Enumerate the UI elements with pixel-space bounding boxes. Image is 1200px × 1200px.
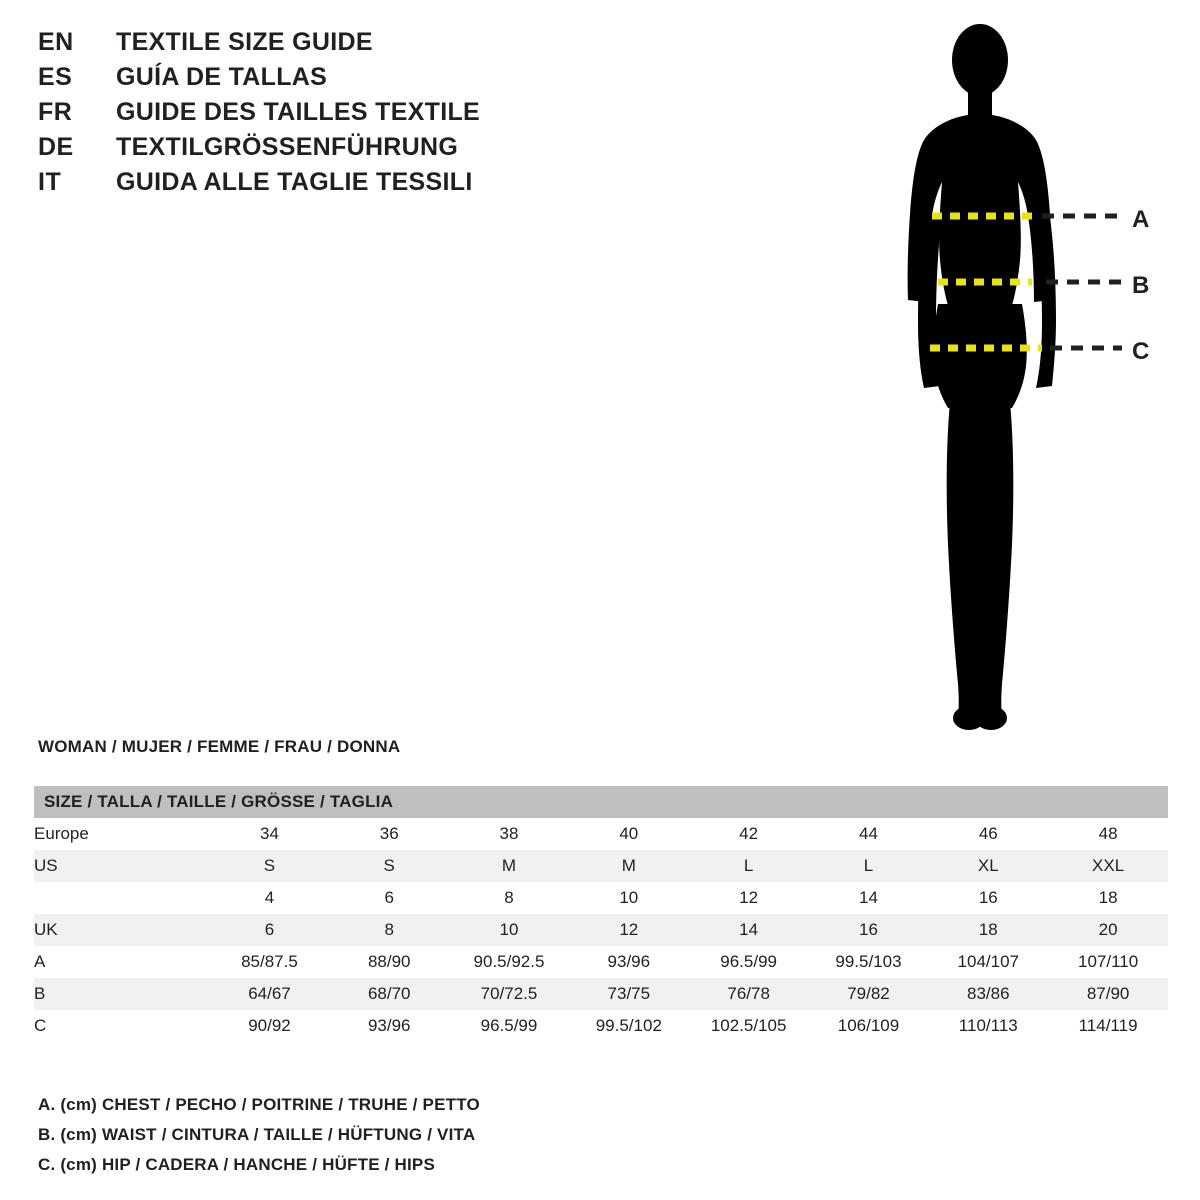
- cell: 96.5/99: [720, 952, 777, 971]
- cell: 40: [619, 824, 639, 843]
- cell: 107/110: [1077, 952, 1139, 971]
- cell: 48: [1098, 824, 1118, 843]
- language-code: ES: [38, 63, 73, 91]
- cell: M: [501, 856, 517, 875]
- marker-label-a: A: [1132, 206, 1150, 233]
- cell: 36: [379, 824, 399, 843]
- row-label: B: [34, 984, 46, 1003]
- footnote-chest: A. (cm) CHEST / PECHO / POITRINE / TRUHE / PETTO: [38, 1095, 480, 1114]
- cell: 44: [859, 824, 878, 843]
- female-body-silhouette-icon: [860, 18, 1180, 738]
- cell: 10: [619, 888, 639, 907]
- cell: 88/90: [367, 952, 411, 971]
- language-title-block: [38, 28, 558, 203]
- cell: 34: [260, 824, 279, 843]
- language-code: EN: [38, 28, 74, 56]
- table-row: [34, 850, 1168, 882]
- footnote-hip: C. (cm) HIP / CADERA / HANCHE / HÜFTE / HIPS: [38, 1155, 436, 1174]
- row-label: US: [34, 856, 58, 875]
- cell: 110/113: [958, 1016, 1018, 1035]
- cell: 73/75: [607, 984, 651, 1003]
- footnotes-block: [38, 1090, 938, 1180]
- cell: 6: [264, 920, 275, 939]
- cell: 8: [504, 888, 514, 907]
- cell: 46: [978, 824, 998, 843]
- cell: 4: [264, 888, 275, 907]
- language-row: [38, 133, 558, 168]
- cell: 8: [384, 920, 394, 939]
- cell: 18: [978, 920, 998, 939]
- language-row: [38, 168, 558, 203]
- row-label: A: [34, 952, 46, 971]
- cell: 20: [1098, 920, 1118, 939]
- cell: 38: [499, 824, 519, 843]
- cell: 83/86: [967, 984, 1010, 1003]
- cell: 85/87.5: [241, 952, 298, 971]
- language-row: [38, 28, 558, 63]
- cell: 87/90: [1086, 984, 1130, 1003]
- cell: 16: [859, 920, 878, 939]
- language-title: TEXTILGRÖSSENFÜHRUNG: [116, 133, 459, 161]
- cell: 93/96: [607, 952, 651, 971]
- cell: 76/78: [727, 984, 770, 1003]
- language-row: [38, 63, 558, 98]
- cell: 114/119: [1078, 1016, 1138, 1035]
- cell: 10: [499, 920, 519, 939]
- table-row: [34, 946, 1168, 978]
- cell: S: [383, 856, 395, 875]
- table-section-title: WOMAN / MUJER / FEMME / FRAU / DONNA: [38, 737, 401, 756]
- language-row: [38, 98, 558, 133]
- cell: 99.5/102: [595, 1016, 662, 1035]
- cell: 64/67: [248, 984, 291, 1003]
- body-figure-area: [860, 18, 1180, 738]
- footnote-waist: B. (cm) WAIST / CINTURA / TAILLE / HÜFTUNG / VITA: [38, 1125, 476, 1144]
- table-row: [34, 914, 1168, 946]
- language-code: DE: [38, 133, 74, 161]
- cell: 70/72.5: [480, 984, 538, 1003]
- row-label: C: [34, 1016, 47, 1035]
- cell: M: [621, 856, 636, 875]
- cell: 6: [384, 888, 394, 907]
- marker-label-b: B: [1132, 272, 1150, 299]
- table-row: [34, 882, 1168, 914]
- cell: L: [863, 856, 874, 875]
- table-row: [34, 818, 1168, 850]
- language-title: GUÍA DE TALLAS: [116, 63, 328, 91]
- table-row: [34, 978, 1168, 1010]
- cell: L: [743, 856, 754, 875]
- language-code: FR: [38, 98, 73, 126]
- cell: 12: [619, 920, 639, 939]
- cell: 18: [1098, 888, 1118, 907]
- cell: 16: [978, 888, 998, 907]
- cell: 12: [739, 888, 759, 907]
- size-table: [34, 786, 1168, 1042]
- language-title: GUIDE DES TAILLES TEXTILE: [116, 98, 481, 126]
- language-code: IT: [38, 168, 62, 196]
- cell: 68/70: [367, 984, 411, 1003]
- table-header-label: SIZE / TALLA / TAILLE / GRÖSSE / TAGLIA: [44, 792, 394, 811]
- cell: 96.5/99: [480, 1016, 538, 1035]
- language-title: TEXTILE SIZE GUIDE: [116, 28, 373, 56]
- table-header-row: [34, 786, 1168, 818]
- cell: S: [263, 856, 276, 875]
- table-row: [34, 1010, 1168, 1042]
- row-label: [34, 882, 210, 914]
- cell: 79/82: [847, 984, 890, 1003]
- row-label: UK: [34, 920, 58, 939]
- cell: 102.5/105: [710, 1016, 787, 1035]
- row-label: Europe: [34, 824, 89, 843]
- marker-label-c: C: [1132, 338, 1150, 365]
- cell: XL: [977, 856, 999, 875]
- cell: 90.5/92.5: [473, 952, 545, 971]
- language-title: GUIDA ALLE TAGLIE TESSILI: [116, 168, 473, 196]
- cell: 42: [739, 824, 759, 843]
- cell: 104/107: [957, 952, 1019, 971]
- cell: 106/109: [837, 1016, 900, 1035]
- cell: 14: [739, 920, 759, 939]
- cell: XXL: [1092, 856, 1125, 875]
- cell: 14: [859, 888, 878, 907]
- cell: 90/92: [248, 1016, 291, 1035]
- cell: 99.5/103: [835, 952, 902, 971]
- cell: 93/96: [367, 1016, 411, 1035]
